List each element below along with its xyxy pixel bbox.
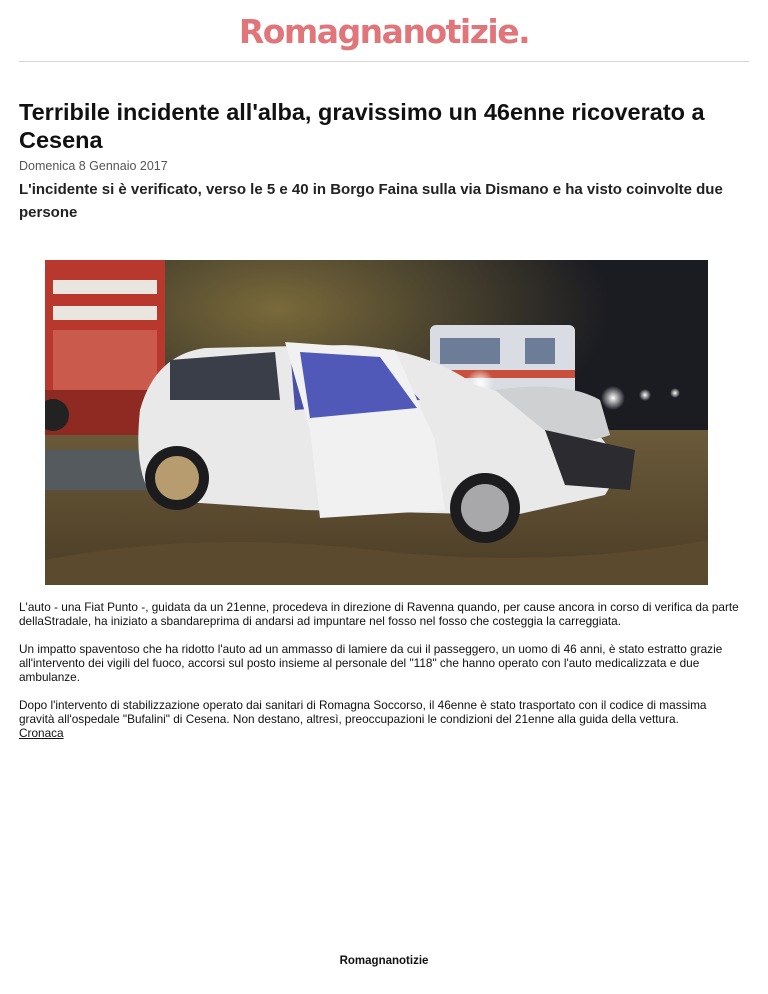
- article-paragraph: L'auto - una Fiat Punto -, guidata da un 21enne, procedeva in direzione di Ravenna quando, per cause ancora in corso di verifica da parte dellaStradale, ha iniziato a sbandareprima di andarsi ad impuntare nel fosso nel fosso che costeggia la carreggiata.: [19, 600, 739, 628]
- article-title: Terribile incidente all'alba, gravissimo un 46enne ricoverato a Cesena: [19, 99, 705, 153]
- article-paragraph: Dopo l'intervento di stabilizzazione operato dai sanitari di Romagna Soccorso, il 46enne è stato trasportato con il codice di massima gravità all'ospedale "Bufalini" di Cesena. Non destano, altresì, preoccupazioni le condizioni del 21enne alla guida della vettura.: [19, 698, 707, 726]
- footer-site-name: Romagnanotizie: [339, 955, 429, 967]
- logo-part-romagna: Romagna: [238, 12, 403, 51]
- article-body: [19, 600, 739, 740]
- article-subtitle: L'incidente si è verificato, verso le 5 e 40 in Borgo Faina sulla via Dismano e ha visto coinvolte due persone: [19, 181, 723, 221]
- article-photo: [45, 260, 708, 585]
- logo-dot: .: [518, 12, 530, 51]
- crash-scene-image: [45, 260, 708, 585]
- masthead: [0, 0, 768, 62]
- category-link-cronaca[interactable]: Cronaca: [19, 726, 64, 740]
- article-date: Domenica 8 Gennaio 2017: [19, 159, 168, 173]
- site-logo[interactable]: [0, 10, 768, 54]
- logo-part-notizie: notizie: [402, 12, 519, 51]
- article-paragraph: Un impatto spaventoso che ha ridotto l'auto ad un ammasso di lamiere da cui il passeggero, un uomo di 46 anni, è stato estratto grazie all'intervento dei vigili del fuoco, accorsi sul posto insieme al personale del "118" che hanno operato con l'auto medicalizzata e due ambulanze.: [19, 642, 723, 684]
- header-divider: [19, 61, 749, 62]
